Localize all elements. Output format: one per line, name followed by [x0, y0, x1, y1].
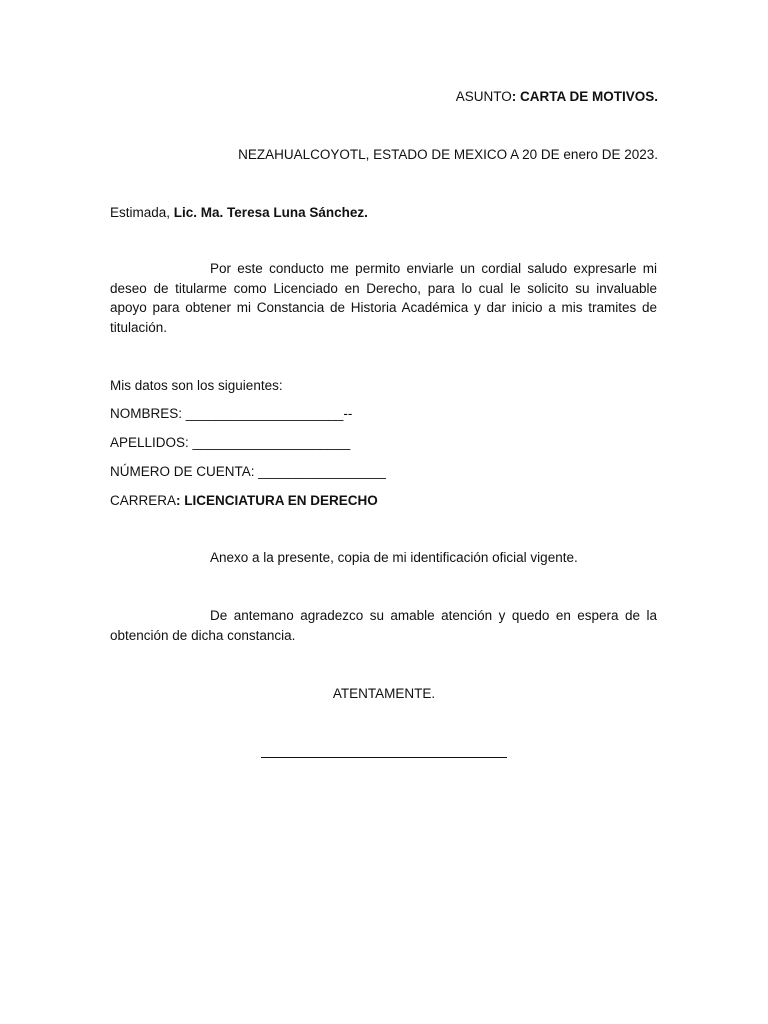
- carrera-label: CARRERA: [110, 493, 177, 508]
- body-paragraph-request: Por este conducto me permito enviarle un cordial saludo expresarle mi deseo de titularme como Licenciado en Derecho, para lo cual le solicito su invaluable apoyo para obtener mi Constancia de Historia Académica y dar inicio a mis tramites de titulación.: [110, 261, 657, 335]
- field-numero-cuenta: NÚMERO DE CUENTA: _________________: [110, 464, 386, 479]
- closing-atentamente: ATENTAMENTE.: [332, 686, 436, 701]
- subject-label: ASUNTO: [455, 89, 512, 104]
- signature-line: [261, 757, 507, 758]
- subject-line: [456, 87, 658, 106]
- field-apellidos: APELLIDOS: _____________________: [110, 435, 351, 450]
- greeting-line: [110, 203, 368, 222]
- subject-value: : CARTA DE MOTIVOS.: [511, 89, 658, 104]
- recipient-name: Lic. Ma. Teresa Luna Sánchez.: [173, 205, 368, 220]
- field-nombres: NOMBRES: _____________________--: [110, 406, 353, 421]
- body-paragraph-thanks: De antemano agradezco su amable atención y quedo en espera de la obtención de dicha constancia.: [110, 608, 657, 643]
- data-intro: Mis datos son los siguientes:: [110, 378, 283, 393]
- body-paragraph-anexo: Anexo a la presente, copia de mi identificación oficial vigente.: [210, 550, 578, 565]
- field-carrera: [110, 491, 378, 510]
- place-date-line: NEZAHUALCOYOTL, ESTADO DE MEXICO A 20 DE enero DE 2023.: [238, 147, 658, 162]
- carrera-value: : LICENCIATURA EN DERECHO: [176, 493, 378, 508]
- salutation: Estimada,: [110, 205, 171, 220]
